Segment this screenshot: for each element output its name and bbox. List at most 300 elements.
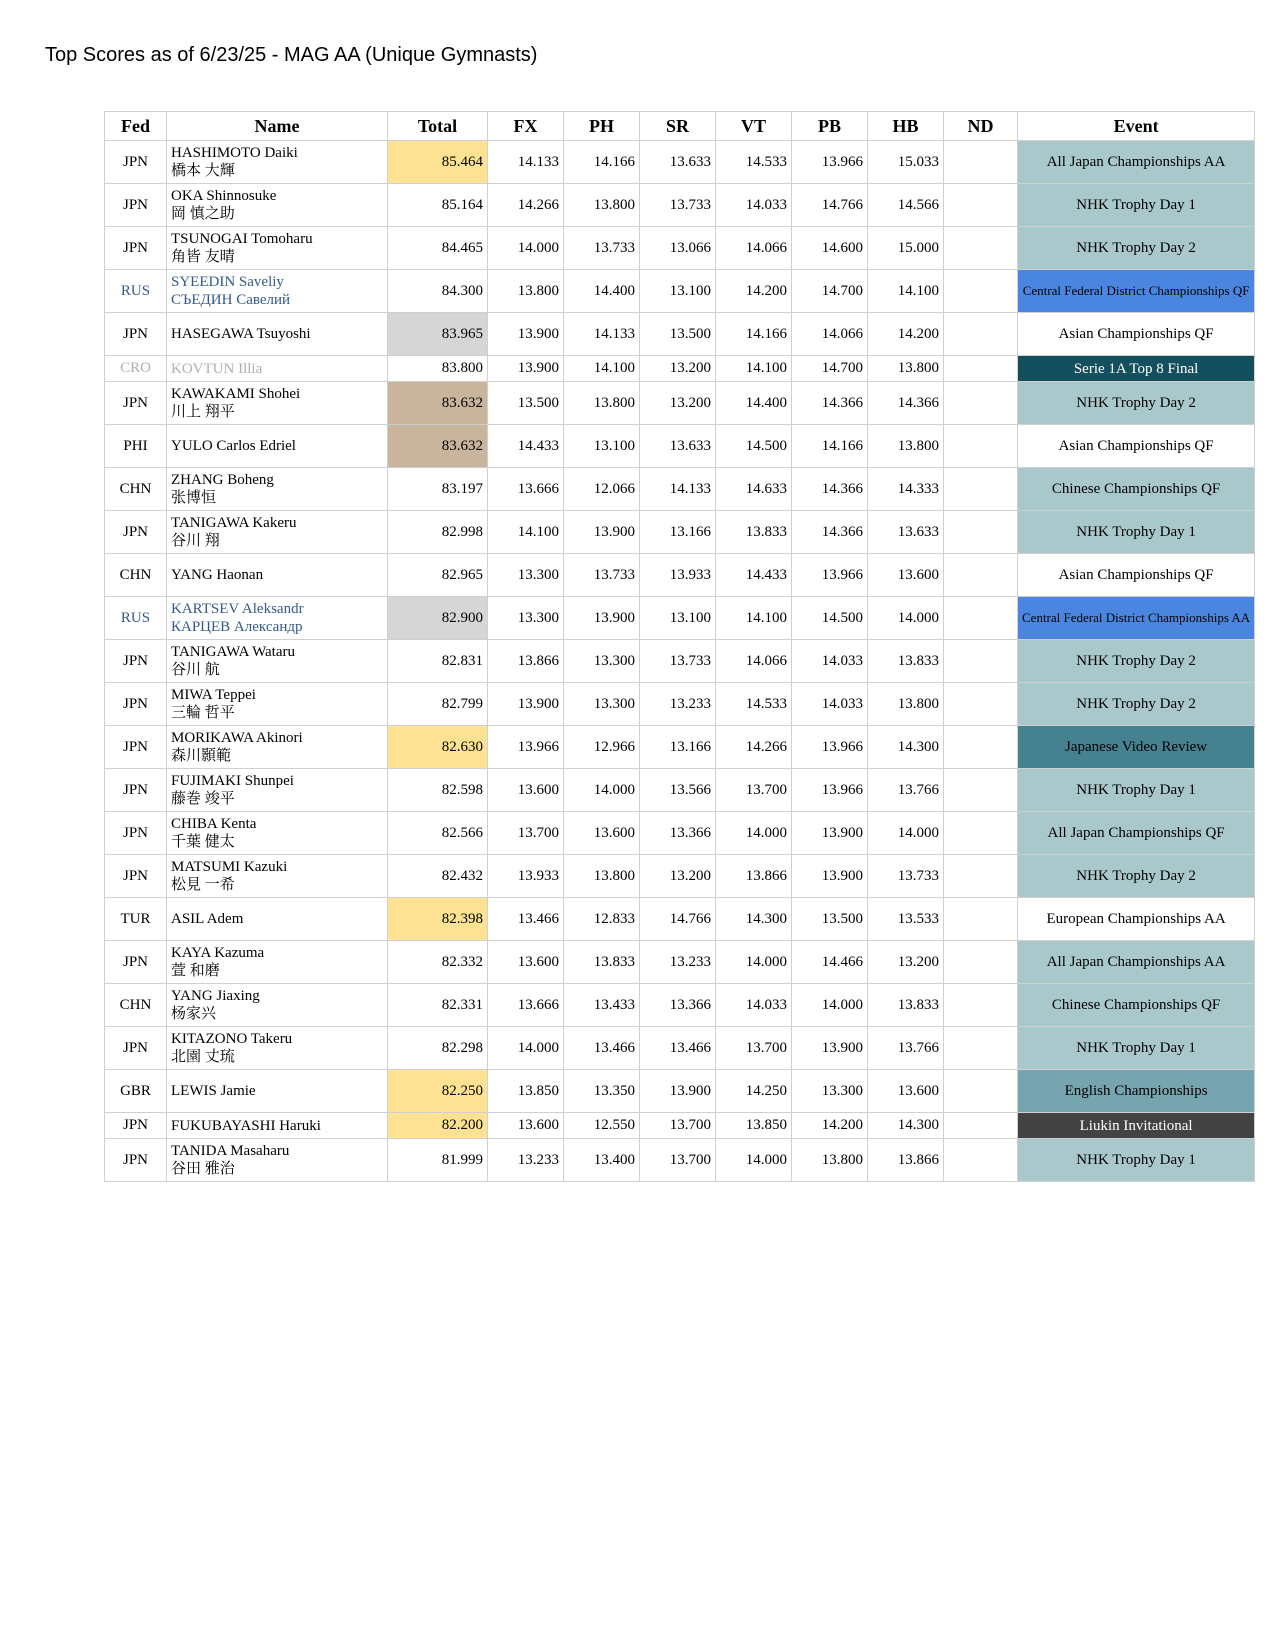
vt-score-cell: 13.850 [716,1113,792,1139]
vt-score-cell: 13.833 [716,511,792,554]
sr-score-cell: 13.200 [640,356,716,382]
hb-score-cell: 13.766 [868,769,944,812]
gymnast-name-local: СЪЕДИН Савелий [171,292,291,308]
pb-score-cell: 13.966 [792,769,868,812]
fed-cell: JPN [105,683,167,726]
sr-score-cell: 13.233 [640,683,716,726]
hb-score-cell: 14.366 [868,382,944,425]
column-header-name[interactable]: Name [167,112,388,141]
table-row [105,984,1255,1027]
table-row [105,382,1255,425]
pb-score-cell: 13.900 [792,855,868,898]
vt-score-cell: 14.066 [716,227,792,270]
vt-score-cell: 14.633 [716,468,792,511]
fed-cell: JPN [105,1113,167,1139]
hb-score-cell: 14.000 [868,812,944,855]
gymnast-name: TANIDA Masaharu [171,1143,290,1159]
total-cell: 82.998 [388,511,488,554]
ph-score-cell: 12.966 [564,726,640,769]
vt-score-cell: 13.866 [716,855,792,898]
fed-cell: JPN [105,812,167,855]
name-cell [167,356,388,382]
name-cell [167,554,388,597]
ph-score-cell: 14.133 [564,313,640,356]
pb-score-cell: 14.700 [792,270,868,313]
fed-cell: JPN [105,184,167,227]
hb-score-cell: 13.800 [868,683,944,726]
event-cell: Asian Championships QF [1018,554,1255,597]
sr-score-cell: 13.466 [640,1027,716,1070]
pb-score-cell: 13.966 [792,554,868,597]
total-cell: 82.831 [388,640,488,683]
nd-score-cell [944,1113,1018,1139]
sr-score-cell: 13.366 [640,984,716,1027]
pb-score-cell: 14.200 [792,1113,868,1139]
column-header-vt[interactable]: VT [716,112,792,141]
gymnast-name-local: 谷田 雅治 [171,1161,235,1177]
page-title: Top Scores as of 6/23/25 - MAG AA (Unique Gymnasts) [45,44,538,66]
gymnast-name-local: 角皆 友晴 [171,249,235,265]
name-cell [167,425,388,468]
sr-score-cell: 13.700 [640,1113,716,1139]
nd-score-cell [944,425,1018,468]
nd-score-cell [944,812,1018,855]
ph-score-cell: 13.350 [564,1070,640,1113]
fx-score-cell: 13.700 [488,812,564,855]
sr-score-cell: 13.066 [640,227,716,270]
table-body [105,141,1255,1182]
name-cell [167,683,388,726]
hb-score-cell: 15.033 [868,141,944,184]
nd-score-cell [944,1027,1018,1070]
fed-cell: TUR [105,898,167,941]
table-row [105,898,1255,941]
event-cell: NHK Trophy Day 1 [1018,184,1255,227]
fed-cell: JPN [105,726,167,769]
total-cell: 82.432 [388,855,488,898]
hb-score-cell: 13.533 [868,898,944,941]
fx-score-cell: 13.600 [488,941,564,984]
gymnast-name: MIWA Teppei [171,687,256,703]
sr-score-cell: 13.200 [640,382,716,425]
total-cell: 83.800 [388,356,488,382]
pb-score-cell: 13.800 [792,1139,868,1182]
hb-score-cell: 14.300 [868,1113,944,1139]
name-cell [167,597,388,640]
fed-cell: JPN [105,141,167,184]
table-row [105,597,1255,640]
nd-score-cell [944,597,1018,640]
pb-score-cell: 13.900 [792,812,868,855]
total-cell: 83.632 [388,382,488,425]
hb-score-cell: 13.733 [868,855,944,898]
column-header-fx[interactable]: FX [488,112,564,141]
vt-score-cell: 14.250 [716,1070,792,1113]
event-cell: Central Federal District Championships AA [1018,597,1255,640]
event-cell: NHK Trophy Day 1 [1018,1139,1255,1182]
pb-score-cell: 14.033 [792,640,868,683]
table-row [105,1070,1255,1113]
pb-score-cell: 13.300 [792,1070,868,1113]
pb-score-cell: 14.766 [792,184,868,227]
fx-score-cell: 14.100 [488,511,564,554]
hb-score-cell: 13.600 [868,554,944,597]
fx-score-cell: 13.800 [488,270,564,313]
column-header-event[interactable]: Event [1018,112,1255,141]
gymnast-name: SYEEDIN Saveliy [171,274,284,290]
sr-score-cell: 13.166 [640,511,716,554]
total-cell: 82.630 [388,726,488,769]
ph-score-cell: 14.000 [564,769,640,812]
gymnast-name: HASHIMOTO Daiki [171,145,298,161]
nd-score-cell [944,941,1018,984]
event-cell: NHK Trophy Day 2 [1018,855,1255,898]
hb-score-cell: 14.333 [868,468,944,511]
gymnast-name: YANG Haonan [171,567,264,583]
fed-cell: JPN [105,855,167,898]
vt-score-cell: 14.500 [716,425,792,468]
sr-score-cell: 13.366 [640,812,716,855]
gymnast-name: LEWIS Jamie [171,1083,256,1099]
event-cell: NHK Trophy Day 2 [1018,227,1255,270]
gymnast-name: ZHANG Boheng [171,472,274,488]
nd-score-cell [944,382,1018,425]
gymnast-name-local: 北園 丈琉 [171,1049,235,1065]
fed-cell: JPN [105,227,167,270]
table-row [105,1027,1255,1070]
pb-score-cell: 14.366 [792,382,868,425]
gymnast-name-local: КАРЦЕВ Александр [171,619,303,635]
name-cell [167,227,388,270]
event-cell: NHK Trophy Day 1 [1018,511,1255,554]
nd-score-cell [944,1070,1018,1113]
table-row [105,511,1255,554]
table-row [105,468,1255,511]
nd-score-cell [944,511,1018,554]
fx-score-cell: 14.433 [488,425,564,468]
ph-score-cell: 14.100 [564,356,640,382]
vt-score-cell: 14.533 [716,141,792,184]
ph-score-cell: 13.600 [564,812,640,855]
gymnast-name-local: 三輪 哲平 [171,705,235,721]
name-cell [167,270,388,313]
fed-cell: JPN [105,941,167,984]
gymnast-name: TANIGAWA Kakeru [171,515,297,531]
total-cell: 82.598 [388,769,488,812]
ph-score-cell: 13.733 [564,227,640,270]
gymnast-name: MATSUMI Kazuki [171,859,288,875]
pb-score-cell: 14.000 [792,984,868,1027]
ph-score-cell: 13.800 [564,855,640,898]
vt-score-cell: 14.533 [716,683,792,726]
event-cell: Chinese Championships QF [1018,984,1255,1027]
nd-score-cell [944,270,1018,313]
name-cell [167,313,388,356]
gymnast-name: OKA Shinnosuke [171,188,277,204]
total-cell: 84.465 [388,227,488,270]
fx-score-cell: 13.666 [488,984,564,1027]
table-row [105,313,1255,356]
gymnast-name: FUJIMAKI Shunpei [171,773,294,789]
nd-score-cell [944,141,1018,184]
table-row [105,554,1255,597]
fx-score-cell: 13.966 [488,726,564,769]
ph-score-cell: 13.466 [564,1027,640,1070]
column-header-pb[interactable]: PB [792,112,868,141]
gymnast-name: TSUNOGAI Tomoharu [171,231,313,247]
gymnast-name-local: 杨家兴 [171,1006,217,1022]
fed-cell: JPN [105,640,167,683]
gymnast-name: KOVTUN Illia [171,360,263,377]
hb-score-cell: 13.866 [868,1139,944,1182]
table-row [105,726,1255,769]
sr-score-cell: 13.733 [640,184,716,227]
total-cell: 82.799 [388,683,488,726]
name-cell [167,640,388,683]
ph-score-cell: 13.100 [564,425,640,468]
vt-score-cell: 13.700 [716,769,792,812]
fx-score-cell: 14.000 [488,227,564,270]
vt-score-cell: 14.300 [716,898,792,941]
pb-score-cell: 14.166 [792,425,868,468]
nd-score-cell [944,356,1018,382]
nd-score-cell [944,726,1018,769]
pb-score-cell: 14.066 [792,313,868,356]
fx-score-cell: 13.666 [488,468,564,511]
sr-score-cell: 13.733 [640,640,716,683]
nd-score-cell [944,769,1018,812]
total-cell: 82.298 [388,1027,488,1070]
fx-score-cell: 13.900 [488,683,564,726]
name-cell [167,468,388,511]
sr-score-cell: 13.633 [640,425,716,468]
fx-score-cell: 13.600 [488,769,564,812]
hb-score-cell: 13.800 [868,425,944,468]
nd-score-cell [944,554,1018,597]
table-row [105,227,1255,270]
pb-score-cell: 14.466 [792,941,868,984]
gymnast-name-local: 岡 慎之助 [171,206,235,222]
hb-score-cell: 13.800 [868,356,944,382]
fed-cell: JPN [105,1027,167,1070]
table-row [105,141,1255,184]
event-cell: Serie 1A Top 8 Final [1018,356,1255,382]
fx-score-cell: 14.266 [488,184,564,227]
event-cell: Chinese Championships QF [1018,468,1255,511]
pb-score-cell: 14.366 [792,468,868,511]
hb-score-cell: 13.766 [868,1027,944,1070]
gymnast-name: KAYA Kazuma [171,945,265,961]
ph-score-cell: 13.900 [564,597,640,640]
pb-score-cell: 13.966 [792,141,868,184]
gymnast-name-local: 橋本 大輝 [171,163,235,179]
vt-score-cell: 14.400 [716,382,792,425]
table-row [105,683,1255,726]
table-row [105,812,1255,855]
gymnast-name-local: 森川顥範 [171,748,232,764]
vt-score-cell: 14.066 [716,640,792,683]
fed-cell: JPN [105,769,167,812]
hb-score-cell: 14.200 [868,313,944,356]
hb-score-cell: 13.833 [868,984,944,1027]
column-header-fed[interactable]: Fed [105,112,167,141]
vt-score-cell: 14.266 [716,726,792,769]
column-header-hb[interactable]: HB [868,112,944,141]
fed-cell: JPN [105,382,167,425]
fx-score-cell: 13.300 [488,554,564,597]
fed-cell: JPN [105,313,167,356]
vt-score-cell: 14.033 [716,984,792,1027]
fed-cell: JPN [105,511,167,554]
event-cell: English Championships [1018,1070,1255,1113]
gymnast-name: KAWAKAMI Shohei [171,386,301,402]
gymnast-name-local: 川上 翔平 [171,404,235,420]
fx-score-cell: 13.900 [488,313,564,356]
total-cell: 82.332 [388,941,488,984]
sr-score-cell: 13.900 [640,1070,716,1113]
event-cell: NHK Trophy Day 2 [1018,382,1255,425]
table-row [105,855,1255,898]
scores-table [104,111,1255,1182]
ph-score-cell: 14.400 [564,270,640,313]
header-row [105,112,1255,141]
column-header-nd[interactable]: ND [944,112,1018,141]
name-cell [167,984,388,1027]
name-cell [167,898,388,941]
vt-score-cell: 14.000 [716,941,792,984]
event-cell: NHK Trophy Day 1 [1018,1027,1255,1070]
table-row [105,425,1255,468]
event-cell: Asian Championships QF [1018,313,1255,356]
ph-score-cell: 13.900 [564,511,640,554]
pb-score-cell: 14.366 [792,511,868,554]
gymnast-name: YANG Jiaxing [171,988,260,1004]
fx-score-cell: 14.000 [488,1027,564,1070]
gymnast-name: HASEGAWA Tsuyoshi [171,326,311,342]
fx-score-cell: 13.866 [488,640,564,683]
fed-cell: RUS [105,597,167,640]
table-row [105,356,1255,382]
hb-score-cell: 13.200 [868,941,944,984]
ph-score-cell: 12.066 [564,468,640,511]
fed-cell: GBR [105,1070,167,1113]
nd-score-cell [944,683,1018,726]
table-row [105,640,1255,683]
sr-score-cell: 13.633 [640,141,716,184]
sr-score-cell: 14.133 [640,468,716,511]
fed-cell: CHN [105,984,167,1027]
total-cell: 81.999 [388,1139,488,1182]
gymnast-name-local: 萱 和磨 [171,963,220,979]
gymnast-name: ASIL Adem [171,911,244,927]
gymnast-name: MORIKAWA Akinori [171,730,303,746]
ph-score-cell: 13.300 [564,683,640,726]
name-cell [167,941,388,984]
ph-score-cell: 13.833 [564,941,640,984]
name-cell [167,1139,388,1182]
total-cell: 82.250 [388,1070,488,1113]
nd-score-cell [944,227,1018,270]
gymnast-name-local: 张博恒 [171,490,217,506]
sr-score-cell: 13.700 [640,1139,716,1182]
table-row [105,1139,1255,1182]
fx-score-cell: 13.500 [488,382,564,425]
hb-score-cell: 14.100 [868,270,944,313]
hb-score-cell: 13.833 [868,640,944,683]
fed-cell: CRO [105,356,167,382]
table-row [105,769,1255,812]
column-header-total[interactable]: Total [388,112,488,141]
sr-score-cell: 13.566 [640,769,716,812]
total-cell: 83.965 [388,313,488,356]
name-cell [167,184,388,227]
pb-score-cell: 14.700 [792,356,868,382]
gymnast-name-local: 谷川 航 [171,662,220,678]
vt-score-cell: 14.000 [716,1139,792,1182]
gymnast-name: YULO Carlos Edriel [171,438,296,454]
vt-score-cell: 14.000 [716,812,792,855]
event-cell: All Japan Championships QF [1018,812,1255,855]
nd-score-cell [944,984,1018,1027]
ph-score-cell: 13.800 [564,382,640,425]
fx-score-cell: 13.466 [488,898,564,941]
table-row [105,270,1255,313]
fx-score-cell: 13.933 [488,855,564,898]
name-cell [167,1113,388,1139]
gymnast-name: FUKUBAYASHI Haruki [171,1117,321,1134]
fx-score-cell: 13.600 [488,1113,564,1139]
hb-score-cell: 15.000 [868,227,944,270]
sr-score-cell: 13.100 [640,597,716,640]
fx-score-cell: 13.850 [488,1070,564,1113]
hb-score-cell: 14.300 [868,726,944,769]
event-cell: NHK Trophy Day 2 [1018,683,1255,726]
total-cell: 85.164 [388,184,488,227]
pb-score-cell: 14.033 [792,683,868,726]
fed-cell: RUS [105,270,167,313]
total-cell: 82.398 [388,898,488,941]
pb-score-cell: 13.966 [792,726,868,769]
ph-score-cell: 13.733 [564,554,640,597]
name-cell [167,382,388,425]
vt-score-cell: 14.100 [716,597,792,640]
pb-score-cell: 14.600 [792,227,868,270]
gymnast-name: KARTSEV Aleksandr [171,601,304,617]
vt-score-cell: 14.100 [716,356,792,382]
event-cell: European Championships AA [1018,898,1255,941]
name-cell [167,511,388,554]
vt-score-cell: 14.033 [716,184,792,227]
ph-score-cell: 12.833 [564,898,640,941]
fed-cell: CHN [105,468,167,511]
sr-score-cell: 13.500 [640,313,716,356]
total-cell: 83.197 [388,468,488,511]
fx-score-cell: 14.133 [488,141,564,184]
sr-score-cell: 14.766 [640,898,716,941]
gymnast-name-local: 谷川 翔 [171,533,220,549]
event-cell: Central Federal District Championships QF [1018,270,1255,313]
total-cell: 82.566 [388,812,488,855]
total-cell: 82.200 [388,1113,488,1139]
column-header-ph[interactable]: PH [564,112,640,141]
column-header-sr[interactable]: SR [640,112,716,141]
event-cell: Liukin Invitational [1018,1113,1255,1139]
hb-score-cell: 14.566 [868,184,944,227]
table-row [105,941,1255,984]
nd-score-cell [944,468,1018,511]
ph-score-cell: 13.433 [564,984,640,1027]
hb-score-cell: 13.600 [868,1070,944,1113]
